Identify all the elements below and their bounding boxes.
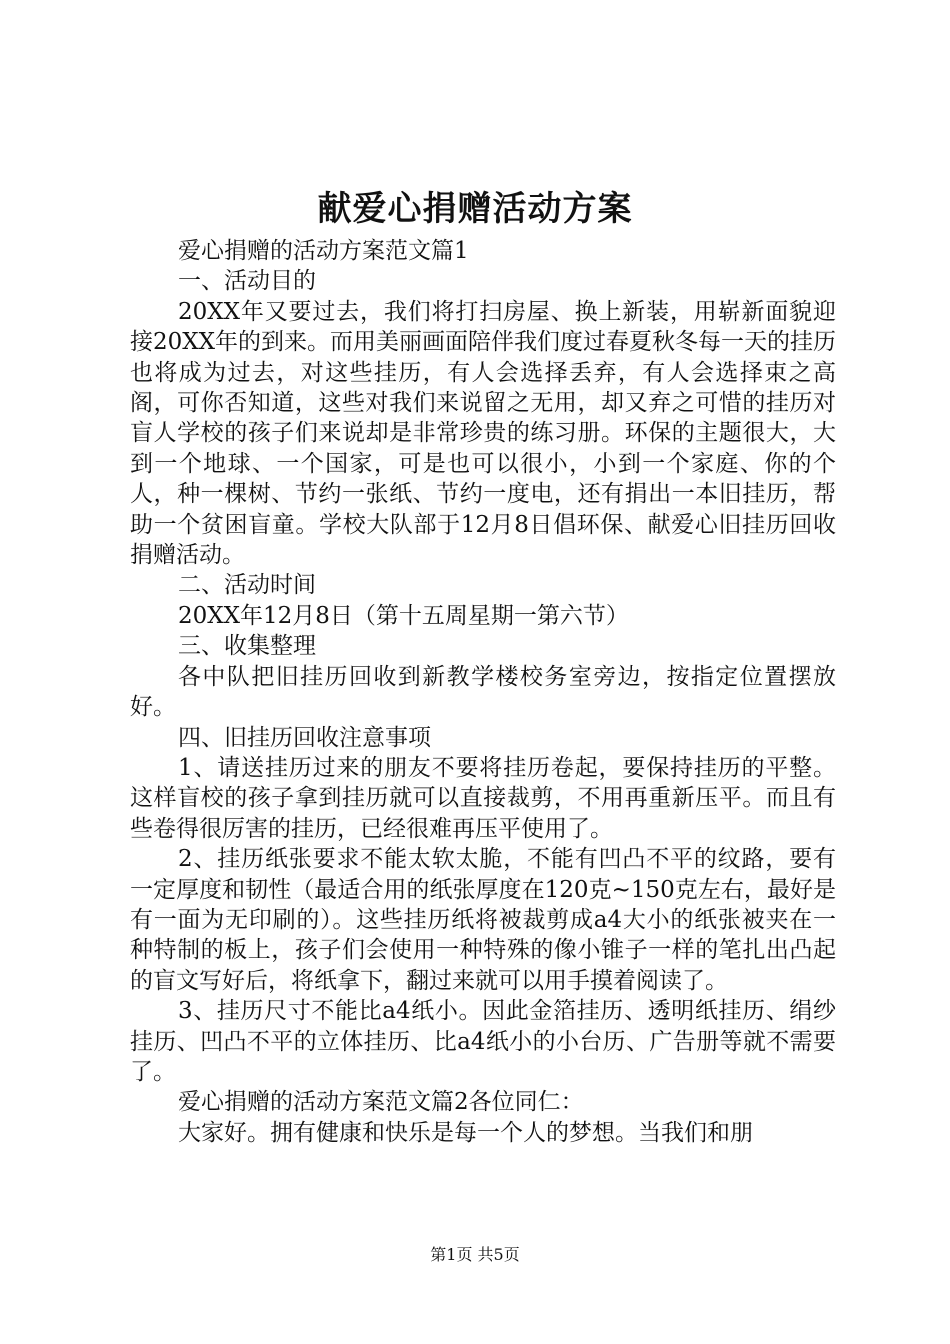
paragraph-time: 20XX年12月8日（第十五周星期一第六节） [178, 602, 629, 629]
page-footer: 第1页 共5页 [430, 1245, 520, 1264]
section-heading-collection: 三、收集整理 [178, 633, 316, 660]
document-title: 献爱心捐赠活动方案 [317, 189, 633, 229]
paragraph-note-3: 3、挂历尺寸不能比a4纸小。因此金箔挂历、透明纸挂历、绢纱挂历、凹凸不平的立体挂历、比a4纸小的小台历、广告册等就不需要了。 [130, 998, 836, 1085]
paragraph-heading-article-1: 爱心捐赠的活动方案范文篇1 [178, 238, 469, 264]
section-heading-purpose: 一、活动目的 [178, 268, 316, 295]
document-body [130, 236, 836, 1148]
paragraph-heading-article-2: 爱心捐赠的活动方案范文篇2各位同仁： [178, 1089, 584, 1116]
paragraph-note-2: 2、挂历纸张要求不能太软太脆，不能有凹凸不平的纹路，要有一定厚度和韧性（最适合用的纸张厚度在120克~150克左右，最好是有一面为无印刷的）。这些挂历纸将被裁剪成a4大小的纸张被夹在一种特制的板上，孩子们会使用一种特殊的像小锥子一样的笔扎出凸起的盲文写好后，将纸拿下，翻过来就可以用手摸着阅读了。 [130, 846, 836, 994]
paragraph-purpose: 20XX年又要过去，我们将打扫房屋、换上新装，用崭新面貌迎接20XX年的到来。而用美丽画面陪伴我们度过春夏秋冬每一天的挂历也将成为过去，对这些挂历，有人会选择丢弃，有人会选择束之高阁，可你否知道，这些对我们来说留之无用，却又弃之可惜的挂历对盲人学校的孩子们来说却是非常珍贵的练习册。环保的主题很大，大到一个地球、一个国家，可是也可以很小，小到一个家庭、你的个人，种一棵树、节约一张纸、节约一度电，还有捐出一本旧挂历，帮助一个贫困盲童。学校大队部于12月8日倡环保、献爱心旧挂历回收捐赠活动。 [130, 298, 837, 569]
paragraph-note-1: 1、请送挂历过来的朋友不要将挂历卷起，要保持挂历的平整。这样盲校的孩子拿到挂历就可以直接裁剪，不用再重新压平。而且有些卷得很厉害的挂历，已经很难再压平使用了。 [130, 754, 836, 842]
paragraph-collection: 各中队把旧挂历回收到新教学楼校务室旁边，按指定位置摆放好。 [130, 663, 836, 721]
section-heading-time: 二、活动时间 [178, 572, 316, 599]
section-heading-notes: 四、旧挂历回收注意事项 [178, 724, 431, 751]
paragraph-greeting: 大家好。拥有健康和快乐是每一个人的梦想。当我们和朋 [178, 1119, 753, 1146]
